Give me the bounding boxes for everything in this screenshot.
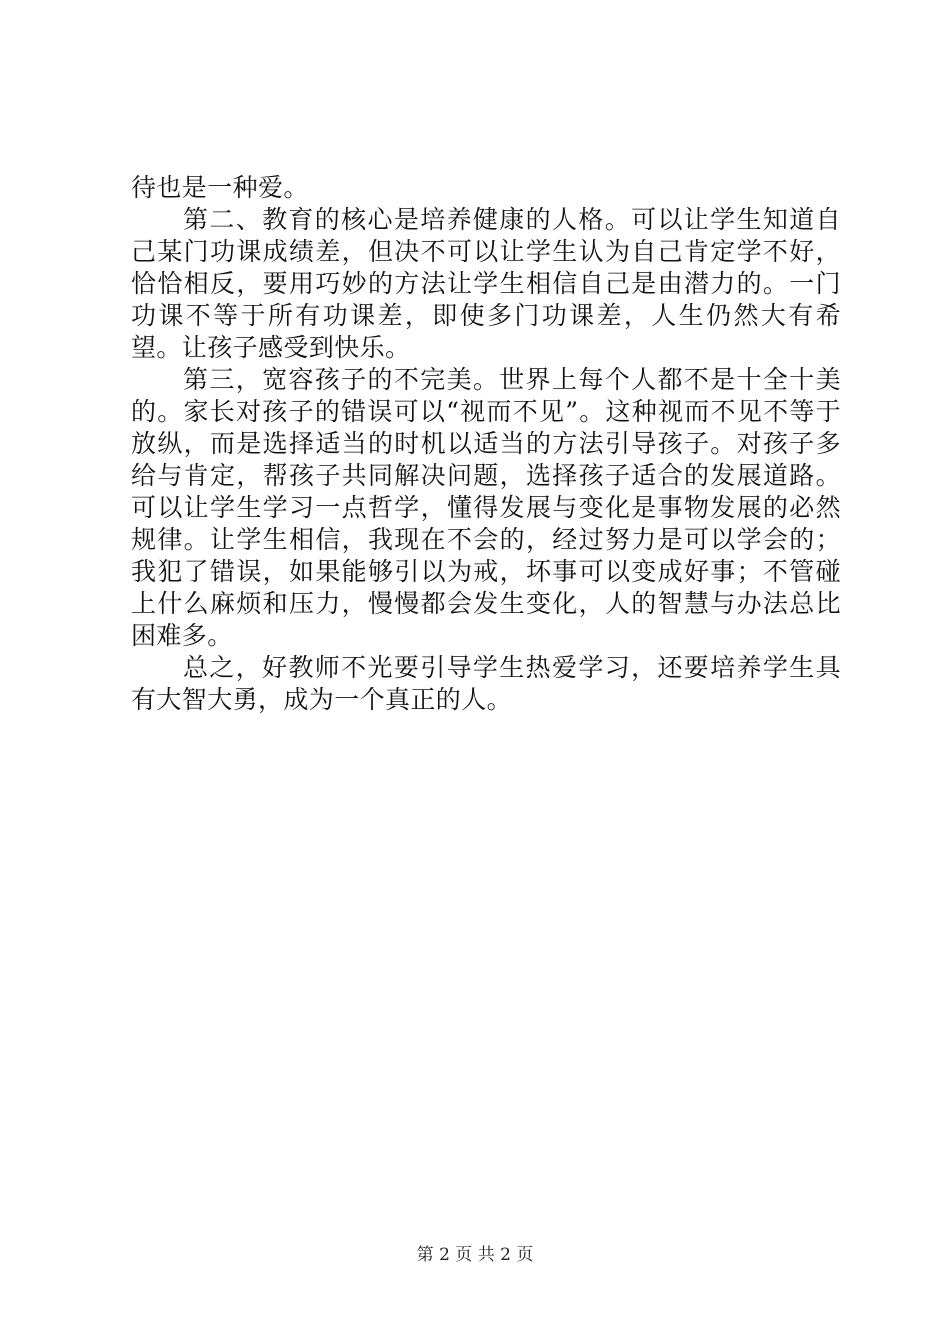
paragraph-continuation: 待也是一种爱。	[131, 173, 309, 202]
document-body	[131, 172, 841, 716]
paragraph-conclusion: 总之，好教师不光要引导学生热爱学习，还要培养学生具有大智大勇，成为一个真正的人。	[131, 653, 841, 714]
page-number-footer: 第 2 页 共 2 页	[416, 1245, 534, 1265]
paragraph-third-point: 第三，宽容孩子的不完美。世界上每个人都不是十全十美的。家长对孩子的错误可以“视而不见”。这种视而不见不等于放纵，而是选择适当的时机以适当的方法引导孩子。对孩子多给与肯定，帮孩子共同解决问题，选择孩子适合的发展道路。可以让学生学习一点哲学，懂得发展与变化是事物发展的必然规律。让学生相信，我现在不会的，经过努力是可以学会的；我犯了错误，如果能够引以为戒，坏事可以变成好事；不管碰上什么麻烦和压力，慢慢都会发生变化，人的智慧与办法总比困难多。	[131, 365, 841, 650]
paragraph-second-point: 第二、教育的核心是培养健康的人格。可以让学生知道自己某门功课成绩差，但决不可以让学生认为自己肯定学不好，恰恰相反，要用巧妙的方法让学生相信自己是由潜力的。一门功课不等于所有功课差，即使多门功课差，人生仍然大有希望。让孩子感受到快乐。	[131, 205, 841, 362]
